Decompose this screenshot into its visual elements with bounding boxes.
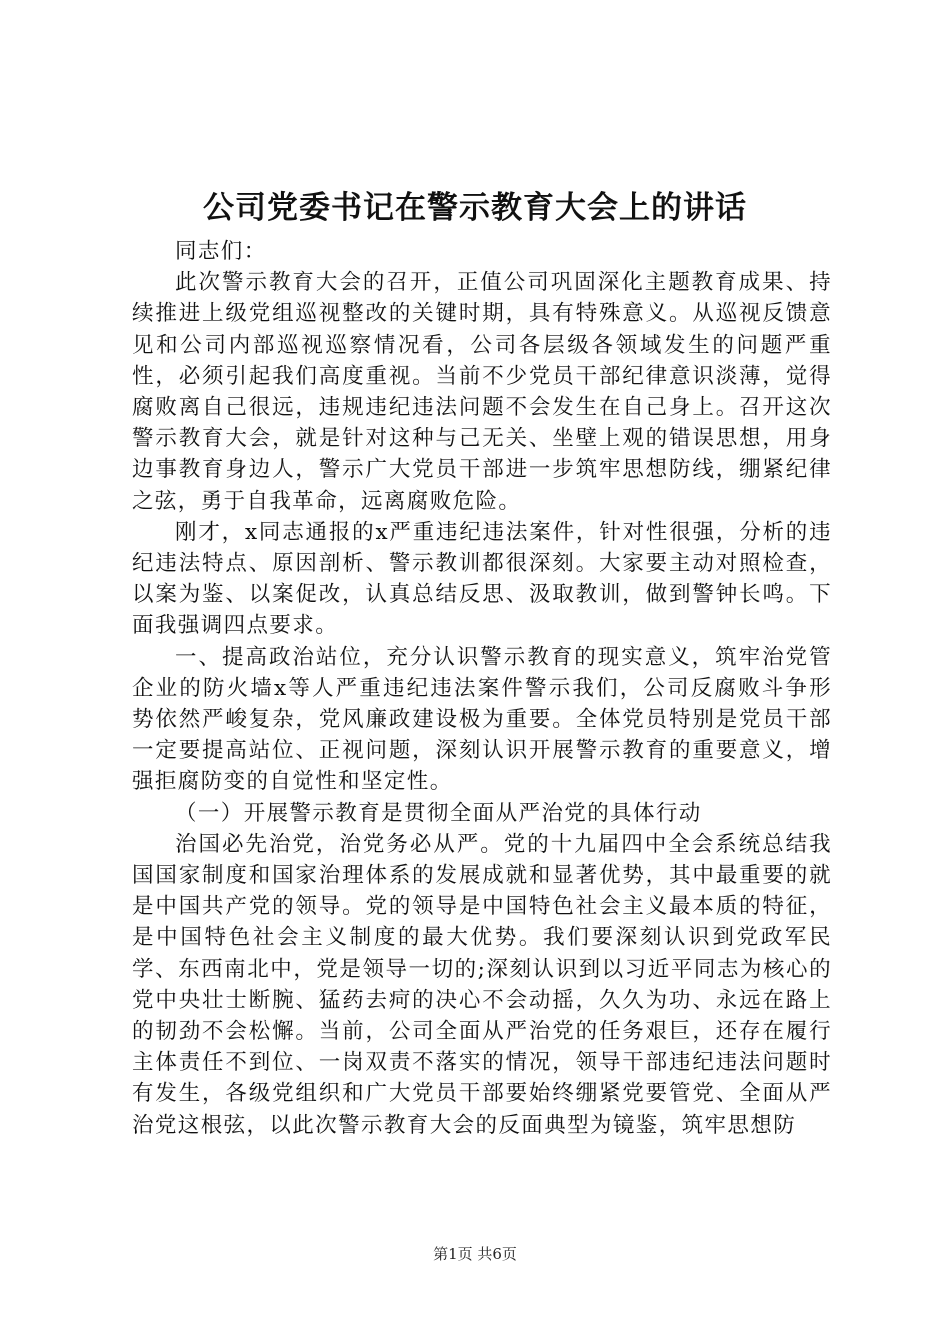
subsection-heading: （一）开展警示教育是贯彻全面从严治党的具体行动 bbox=[175, 800, 702, 826]
body-paragraph: 此次警示教育大会的召开，正值公司巩固深化主题教育成果、持续推进上级党组巡视整改的关键时期，具有特殊意义。从巡视反馈意见和公司内部巡视巡察情况看，公司各层级各领域发生的问题严重性，必须引起我们高度重视。当前不少党员干部纪律意识淡薄，觉得腐败离自己很远，违规违纪违法问题不会发生在自己身上。召开这次警示教育大会，就是针对这种与己无关、坐壁上观的错误思想，用身边事教育身边人，警示广大党员干部进一步筑牢思想防线，绷紧纪律之弦，勇于自我革命，远离腐败危险。 bbox=[132, 270, 832, 514]
page-number-footer: 第1页 共6页 bbox=[433, 1245, 517, 1263]
section-heading-paragraph: 一、提高政治站位，充分认识警示教育的现实意义，筑牢治党管企业的防火墙x等人严重违纪违法案件警示我们，公司反腐败斗争形势依然严峻复杂，党风廉政建设极为重要。全体党员特别是党员干部一定要提高站位、正视问题，深刻认识开展警示教育的重要意义，增强拒腐防变的自觉性和坚定性。 bbox=[132, 644, 832, 795]
body-paragraph: 治国必先治党，治党务必从严。党的十九届四中全会系统总结我国国家制度和国家治理体系的发展成就和显著优势，其中最重要的就是中国共产党的领导。党的领导是中国特色社会主义最本质的特征，是中国特色社会主义制度的最大优势。我们要深刻认识到党政军民学、东西南北中，党是领导一切的;深刻认识到以习近平同志为核心的党中央壮士断腕、猛药去疴的决心不会动摇，久久为功、永远在路上的韧劲不会松懈。当前，公司全面从严治党的任务艰巨，还存在履行主体责任不到位、一岗双责不落实的情况，领导干部违纪违法问题时有发生，各级党组织和广大党员干部要始终绷紧党要管党、全面从严治党这根弦，以此次警示教育大会的反面典型为镜鉴，筑牢思想防 bbox=[132, 831, 832, 1138]
body-paragraph: 刚才，x同志通报的x严重违纪违法案件，针对性很强，分析的违纪违法特点、原因剖析、警示教训都很深刻。大家要主动对照检查，以案为鉴、以案促改，认真总结反思、汲取教训，做到警钟长鸣。下面我强调四点要求。 bbox=[132, 519, 832, 639]
document-body bbox=[132, 236, 832, 1141]
salutation-paragraph: 同志们： bbox=[175, 239, 267, 264]
document-title: 公司党委书记在警示教育大会上的讲话 bbox=[203, 190, 747, 226]
